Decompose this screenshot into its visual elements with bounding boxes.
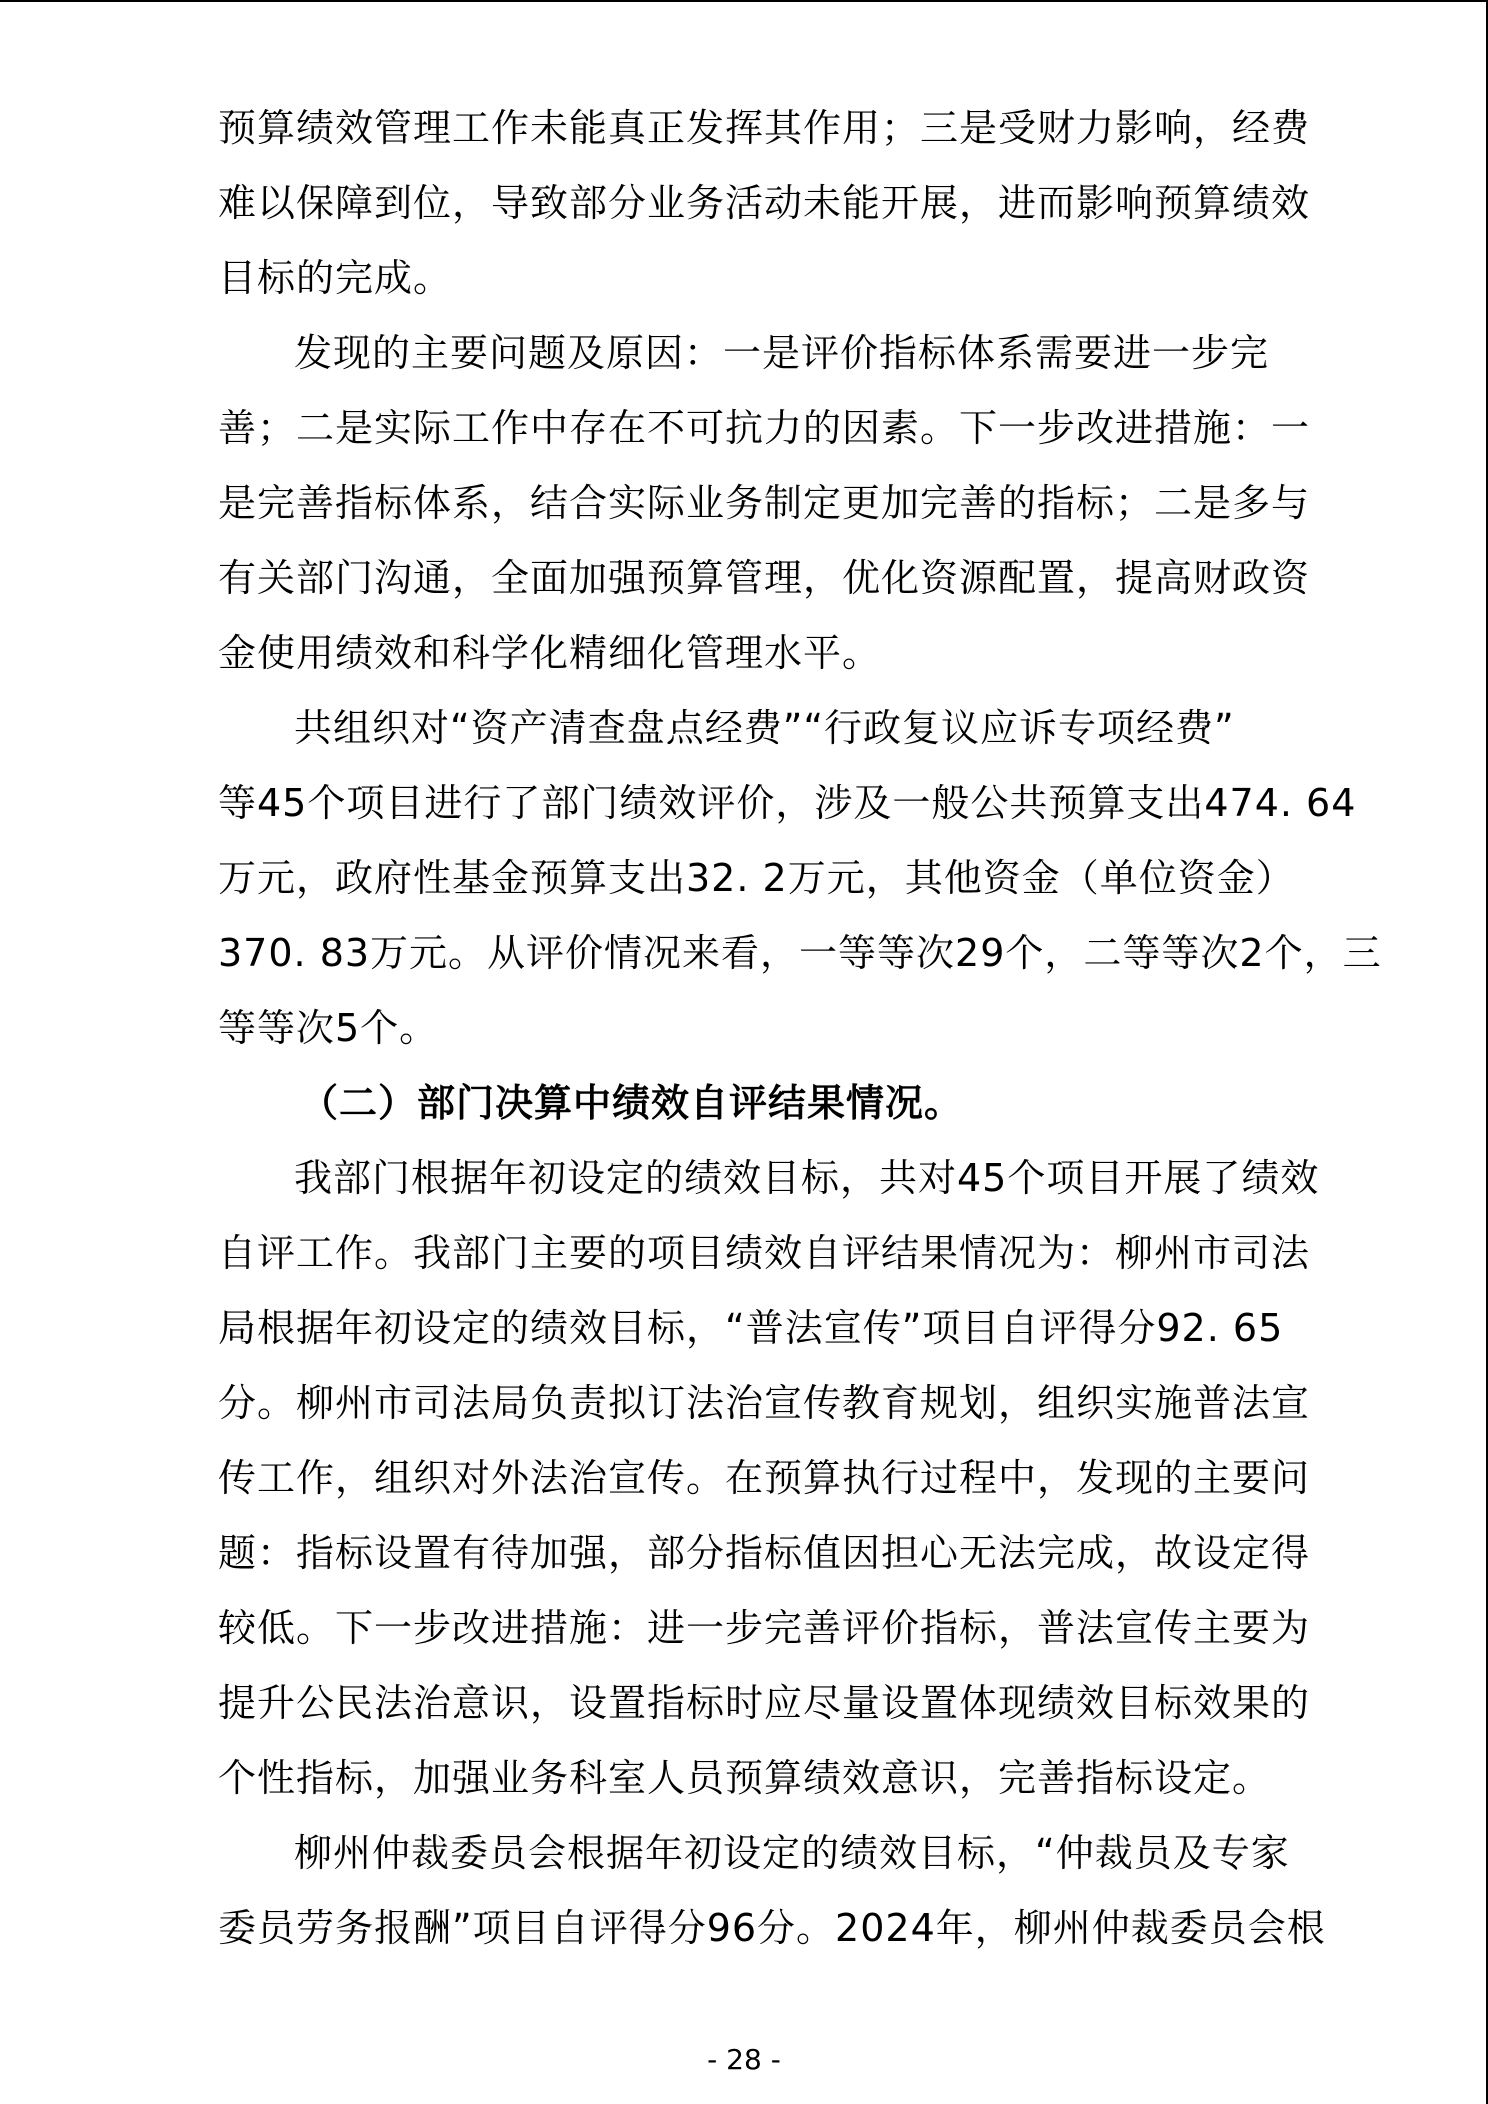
paragraph-start-line: 发现的主要问题及原因：一是评价指标体系需要进一步完 <box>294 331 1270 375</box>
document-body <box>218 98 1382 1973</box>
text-line: 分。柳州市司法局负责拟订法治宣传教育规划，组织实施普法宣 <box>218 1381 1311 1425</box>
page-number: - 28 - <box>707 2043 781 2076</box>
text-line: 370. 83万元。从评价情况来看，一等等次29个，二等等次2个，三 <box>218 931 1382 975</box>
paragraph-start-line: 柳州仲裁委员会根据年初设定的绩效目标，“仲裁员及专家 <box>294 1831 1290 1875</box>
text-line: 善；二是实际工作中存在不可抗力的因素。下一步改进措施：一 <box>218 406 1311 450</box>
text-line: 题：指标设置有待加强，部分指标值因担心无法完成，故设定得 <box>218 1531 1311 1575</box>
text-line: 万元，政府性基金预算支出32. 2万元，其他资金（单位资金） <box>218 856 1295 900</box>
text-line: 个性指标，加强业务科室人员预算绩效意识，完善指标设定。 <box>218 1756 1272 1800</box>
text-line: 等等次5个。 <box>218 1006 439 1050</box>
text-line: 金使用绩效和科学化精细化管理水平。 <box>218 631 882 675</box>
text-line: 预算绩效管理工作未能真正发挥其作用；三是受财力影响，经费 <box>218 106 1311 150</box>
text-line: 等45个项目进行了部门绩效评价，涉及一般公共预算支出474. 64 <box>218 781 1357 825</box>
text-line: 传工作，组织对外法治宣传。在预算执行过程中，发现的主要问 <box>218 1456 1311 1500</box>
text-line: 自评工作。我部门主要的项目绩效自评结果情况为：柳州市司法 <box>218 1231 1311 1275</box>
page-border-top <box>0 0 1488 2</box>
section-heading: （二）部门决算中绩效自评结果情况。 <box>300 1081 964 1125</box>
paragraph-start-line: 我部门根据年初设定的绩效目标，共对45个项目开展了绩效 <box>294 1156 1320 1200</box>
text-line: 难以保障到位，导致部分业务活动未能开展，进而影响预算绩效 <box>218 181 1311 225</box>
text-line: 较低。下一步改进措施：进一步完善评价指标，普法宣传主要为 <box>218 1606 1311 1650</box>
text-line: 委员劳务报酬”项目自评得分96分。2024年，柳州仲裁委员会根 <box>218 1906 1326 1950</box>
text-line: 局根据年初设定的绩效目标，“普法宣传”项目自评得分92. 65 <box>218 1306 1284 1350</box>
text-line: 有关部门沟通，全面加强预算管理，优化资源配置，提高财政资 <box>218 556 1311 600</box>
text-line: 是完善指标体系，结合实际业务制定更加完善的指标；二是多与 <box>218 481 1311 525</box>
text-line: 目标的完成。 <box>218 256 453 300</box>
paragraph-start-line: 共组织对“资产清查盘点经费”“行政复议应诉专项经费” <box>294 706 1235 750</box>
text-line: 提升公民法治意识，设置指标时应尽量设置体现绩效目标效果的 <box>218 1681 1311 1725</box>
